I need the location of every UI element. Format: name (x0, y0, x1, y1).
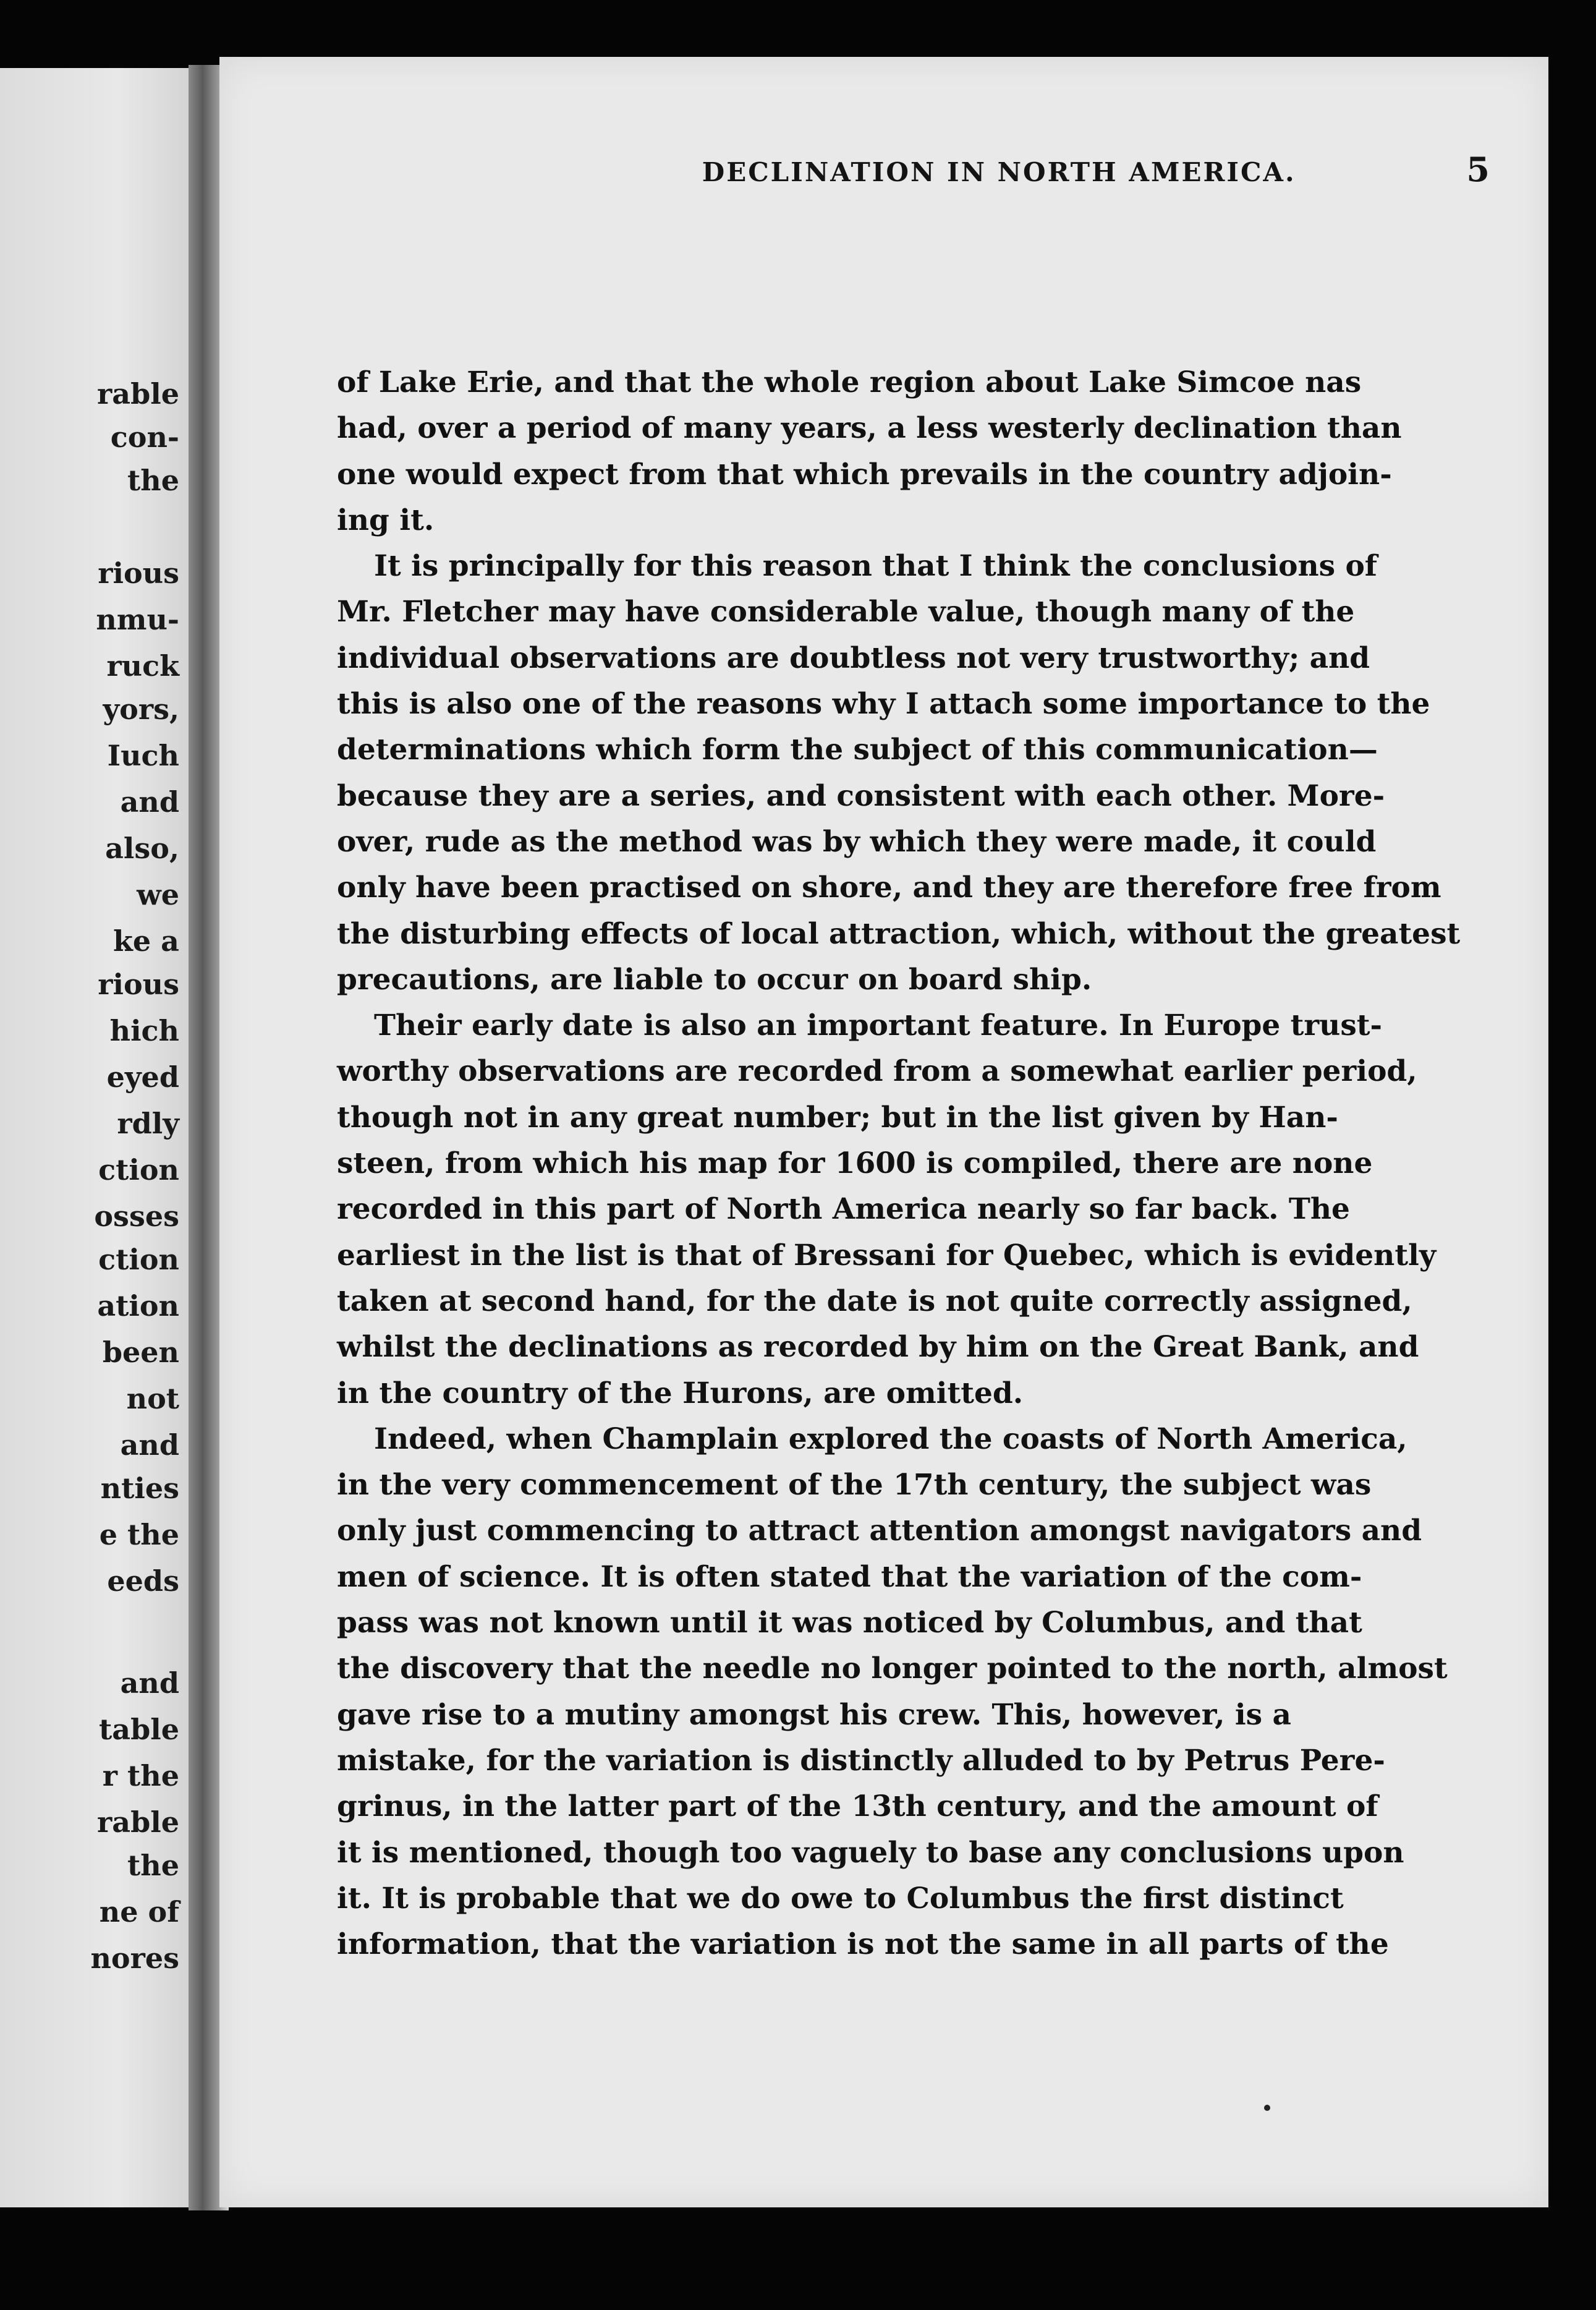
left-page-fragment: table (99, 1713, 179, 1746)
text-line: precautions, are liable to occur on board ship. (337, 962, 1092, 997)
left-page-fragment: hich (109, 1014, 179, 1047)
text-line: Mr. Fletcher may have considerable value, though many of the (337, 595, 1355, 629)
text-line: only have been practised on shore, and they are therefore free from (337, 871, 1441, 905)
left-page-fragment: e the (99, 1518, 179, 1551)
ink-speck (1264, 2105, 1270, 2111)
left-page-fragment: yors, (103, 693, 179, 726)
text-line: this is also one of the reasons why I attach some importance to the (337, 687, 1430, 722)
left-page-fragment: ction (98, 1243, 179, 1276)
left-page-fragment: been (102, 1336, 179, 1369)
left-page-fragment: not (126, 1382, 179, 1415)
left-page-fragment: and (120, 785, 179, 819)
text-line: of Lake Erie, and that the whole region about Lake Simcoe nas (337, 365, 1362, 399)
left-page-fragment: ction (98, 1153, 179, 1187)
left-page-fragment: nties (100, 1472, 179, 1505)
left-page-fragment: rious (98, 556, 179, 590)
left-page-fragment: Iuch (107, 739, 179, 772)
left-page-fragment: con- (110, 420, 179, 454)
left-page-fragment: ruck (106, 649, 179, 683)
left-page-fragment: rious (98, 968, 179, 1001)
text-line: earliest in the list is that of Bressani for Quebec, which is evidently (337, 1238, 1437, 1272)
left-page-fragment: the (127, 1849, 179, 1882)
text-line: It is principally for this reason that I think the conclusions of (374, 549, 1378, 584)
left-page-fragment: ne of (99, 1895, 179, 1929)
left-page-fragment: ke a (113, 924, 179, 958)
left-page-fragment: r the (102, 1759, 179, 1792)
text-line: ing it. (337, 503, 435, 537)
text-line: it is mentioned, though too vaguely to base any conclusions upon (337, 1835, 1404, 1870)
text-line: because they are a series, and consistent with each other. More- (337, 778, 1385, 813)
body-text (337, 360, 1461, 1967)
left-page-fragment: the (127, 464, 179, 497)
text-line: steen, from which his map for 1600 is compiled, there are none (337, 1146, 1373, 1181)
text-line: in the country of the Hurons, are omitted. (337, 1376, 1024, 1410)
left-page-fragment: also, (105, 832, 179, 865)
text-line: Indeed, when Champlain explored the coasts of North America, (374, 1421, 1407, 1456)
text-line: only just commencing to attract attention amongst navigators and (337, 1514, 1422, 1548)
left-page-fragment: nores (90, 1941, 179, 1975)
text-line: Their early date is also an important feature. In Europe trust- (374, 1008, 1383, 1043)
running-head (544, 150, 1490, 189)
text-line: men of science. It is often stated that the variation of the com- (337, 1559, 1362, 1594)
text-line: over, rude as the method was by which they were made, it could (337, 824, 1377, 859)
text-line: individual observations are doubtless not very trustworthy; and (337, 641, 1370, 675)
text-line: the disturbing effects of local attraction, which, without the greatest (337, 916, 1461, 951)
text-line: information, that the variation is not the same in all parts of the (337, 1927, 1389, 1962)
left-page-fragment: rdly (117, 1107, 179, 1140)
left-page-fragment: and (120, 1428, 179, 1462)
text-line: taken at second hand, for the date is not quite correctly assigned, (337, 1284, 1412, 1318)
right-page (219, 57, 1548, 2207)
text-line: whilst the declinations as recorded by him on the Great Bank, and (337, 1330, 1419, 1365)
left-page-fragment: rable (97, 377, 179, 411)
left-page-fragment: nmu- (96, 603, 179, 636)
text-line: the discovery that the needle no longer pointed to the north, almost (337, 1652, 1448, 1686)
text-line: recorded in this part of North America nearly so far back. The (337, 1192, 1350, 1227)
text-line: grinus, in the latter part of the 13th century, and the amount of (337, 1789, 1378, 1824)
left-page-fragment: ation (97, 1289, 179, 1323)
page-number: 5 (1466, 150, 1490, 189)
left-page-margin (0, 68, 197, 2207)
text-line: one would expect from that which prevails in the country adjoin- (337, 457, 1392, 492)
page-header: DECLINATION IN NORTH AMERICA. (702, 157, 1296, 187)
text-line: determinations which form the subject of this communication— (337, 733, 1378, 767)
text-line: pass was not known until it was noticed by Columbus, and that (337, 1606, 1362, 1640)
text-line: mistake, for the variation is distinctly alluded to by Petrus Pere- (337, 1743, 1385, 1778)
left-page-fragment: and (120, 1666, 179, 1700)
text-line: it. It is probable that we do owe to Columbus the first distinct (337, 1881, 1344, 1916)
text-line: though not in any great number; but in the list given by Han- (337, 1100, 1338, 1135)
left-page-fragment: osses (94, 1200, 179, 1233)
left-page-fragment: eyed (106, 1060, 179, 1094)
text-line: had, over a period of many years, a less westerly declination than (337, 411, 1402, 446)
text-line: gave rise to a mutiny amongst his crew. This, however, is a (337, 1697, 1291, 1732)
left-page-fragment: rable (97, 1805, 179, 1839)
text-line: in the very commencement of the 17th century, the subject was (337, 1468, 1372, 1502)
left-page-fragment: eeds (107, 1564, 179, 1598)
left-page-fragment: we (137, 878, 179, 911)
text-line: worthy observations are recorded from a somewhat earlier period, (337, 1054, 1417, 1089)
